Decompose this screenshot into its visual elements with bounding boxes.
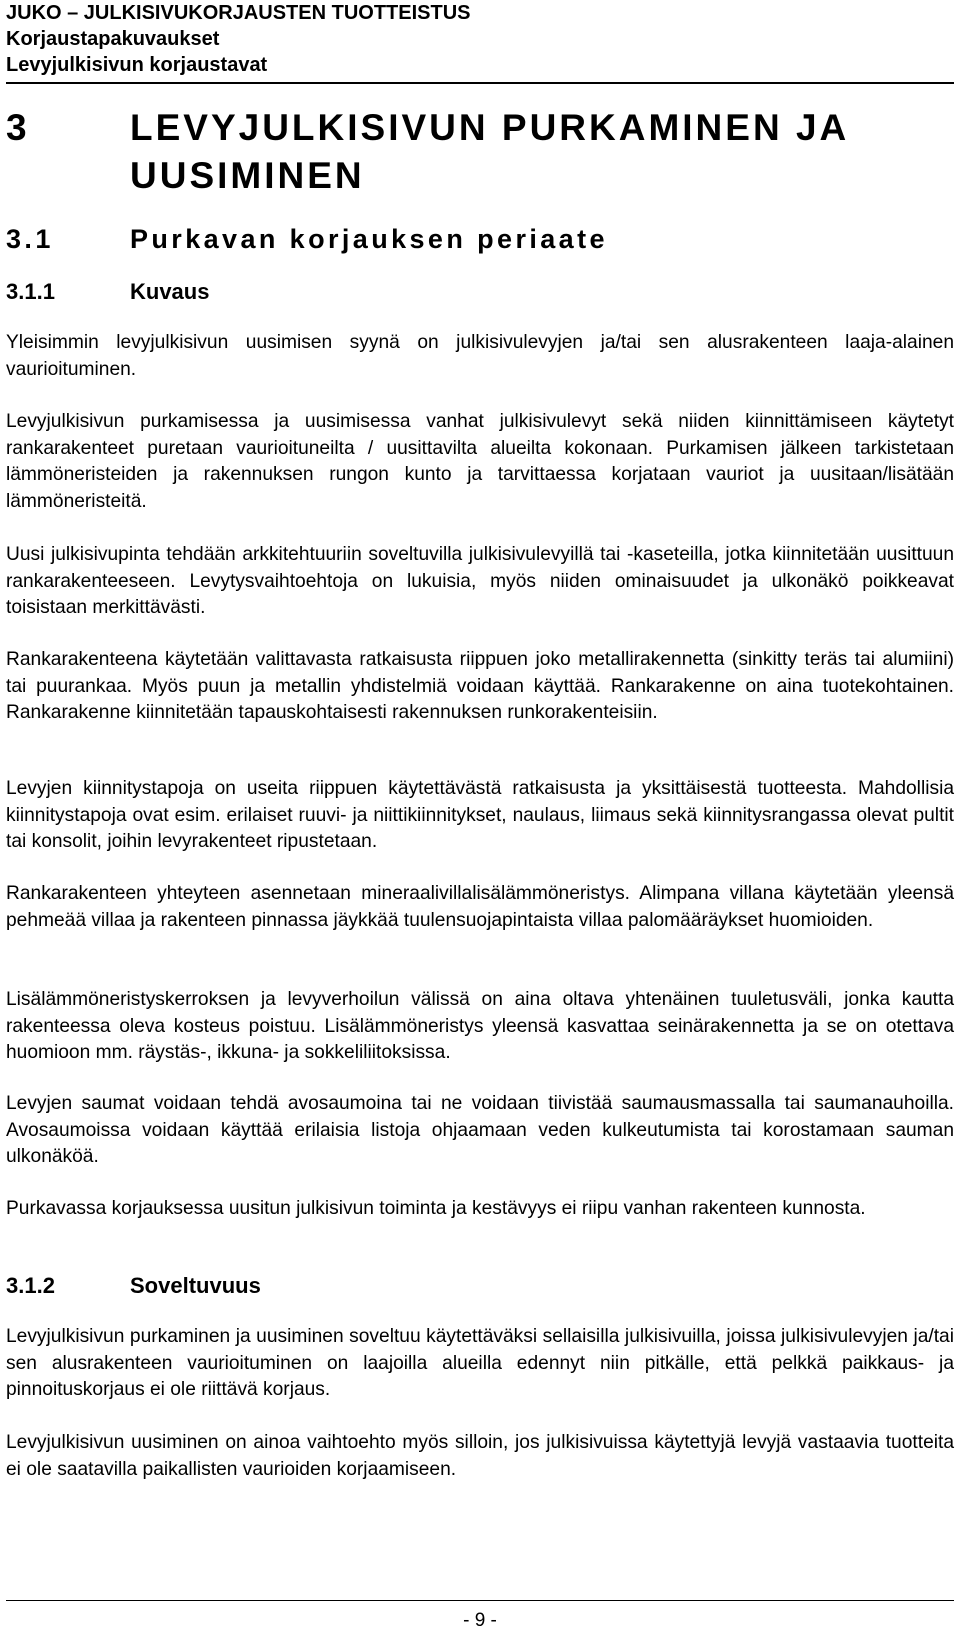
- chapter-number: 3: [6, 107, 30, 148]
- paragraph: Levyjulkisivun purkamisessa ja uusimisessa vanhat julkisivulevyt sekä niiden kiinnittämiseen käytetyt rankarakenteet puretaan vaurioituneilta / uusittavilta alueilta kokonaan. Purkamisen jälkeen tarkistetaan lämmöneristeiden ja rakennuksen rungon kunto ja tarvittaessa korjataan vauriot ja uusitaan/lisätään lämmöneristeitä.: [6, 411, 954, 512]
- paragraph: Rankarakenteen yhteyteen asennetaan mineraalivillalisälämmöneristys. Alimpana villana käytetään yleensä pehmeää villaa ja rakenteen pinnassa jäykkää tuulensuojapintaista villaa palomääräykset huomioiden.: [6, 883, 954, 931]
- header-project: JUKO – JULKISIVUKORJAUSTEN TUOTTEISTUS: [6, 2, 471, 24]
- paragraph: Rankarakenteena käytetään valittavasta ratkaisusta riippuen joko metallirakennetta (sinkitty teräs tai alumiini) tai puurankaa. Myös puun ja metallin yhdistelmiä voidaan käyttää. Rankarakenne on aina tuotekohtainen. Rankarakenne kiinnitetään tapauskohtaisesti rakennuksen runkorakenteisiin.: [6, 649, 954, 724]
- subsection-number: 3.1.1: [6, 279, 55, 304]
- header-document-title: Levyjulkisivun korjaustavat: [6, 54, 268, 76]
- footer-rule: [6, 1600, 954, 1601]
- paragraph: Levyjulkisivun purkaminen ja uusiminen soveltuu käytettäväksi sellaisilla julkisivuilla, joissa julkisivulevyjen ja/tai sen alusrakenteen vaurioituminen on laajoilla alueilla edennyt niin pitkälle, että pelkkä paikkaus- ja pinnoituskorjaus ei ole riittävä korjaus.: [6, 1326, 954, 1401]
- chapter-title: LEVYJULKISIVUN PURKAMINEN JA UUSIMINEN: [130, 107, 848, 196]
- subsection-title: Soveltuvuus: [130, 1273, 261, 1298]
- section-number: 3.1: [6, 224, 54, 254]
- paragraph: Lisälämmöneristyskerroksen ja levyverhoilun välissä on aina oltava yhtenäinen tuuletusväli, jonka kautta rakenteessa oleva kosteus poistuu. Lisälämmöneristys yleensä kasvattaa seinärakennetta ja se on otettava huomioon mm. räystäs-, ikkuna- ja sokkeliliitoksissa.: [6, 989, 954, 1064]
- section-title: Purkavan korjauksen periaate: [130, 224, 608, 254]
- header-rule: [6, 78, 954, 84]
- subsection-title: Kuvaus: [130, 279, 210, 304]
- paragraph: Purkavassa korjauksessa uusitun julkisivun toiminta ja kestävyys ei riipu vanhan rakenteen kunnosta.: [6, 1198, 866, 1219]
- page-header: [6, 0, 954, 84]
- header-category: Korjaustapakuvaukset: [6, 28, 220, 50]
- paragraph: Levyjen kiinnitystapoja on useita riippuen käytettävästä ratkaisusta ja yksittäisestä tuotteesta. Mahdollisia kiinnitystapoja ovat esim. erilaiset ruuvi- ja niittikiinnitykset, naulaus, liimaus sekä kiinnitysrangassa olevat pultit tai konsolit, joihin levyrakenteet ripustetaan.: [6, 778, 954, 853]
- paragraph: Levyjulkisivun uusiminen on ainoa vaihtoehto myös silloin, jos julkisivuissa käytettyjä levyjä vastaavia tuotteita ei ole saatavilla paikallisten vaurioiden korjaamiseen.: [6, 1432, 954, 1480]
- paragraph: Yleisimmin levyjulkisivun uusimisen syynä on julkisivulevyjen ja/tai sen alusrakenteen laaja-alainen vaurioituminen.: [6, 332, 954, 380]
- paragraph: Uusi julkisivupinta tehdään arkkitehtuuriin soveltuvilla julkisivulevyillä tai -kaseteilla, jotka kiinnitetään uusittuun rankarakenteeseen. Levytysvaihtoehtoja on lukuisia, myös niiden ominaisuudet ja ulkonäkö poikkeavat toisistaan merkittävästi.: [6, 544, 954, 619]
- page-number: - 9 -: [463, 1610, 497, 1631]
- paragraph: Levyjen saumat voidaan tehdä avosaumoina tai ne voidaan tiivistää saumausmassalla tai saumanauhoilla. Avosaumoissa voidaan käyttää erilaisia listoja ohjaamaan veden kulkeutumista tai korostamaan sauman ulkonäköä.: [6, 1093, 954, 1168]
- subsection-number: 3.1.2: [6, 1273, 55, 1298]
